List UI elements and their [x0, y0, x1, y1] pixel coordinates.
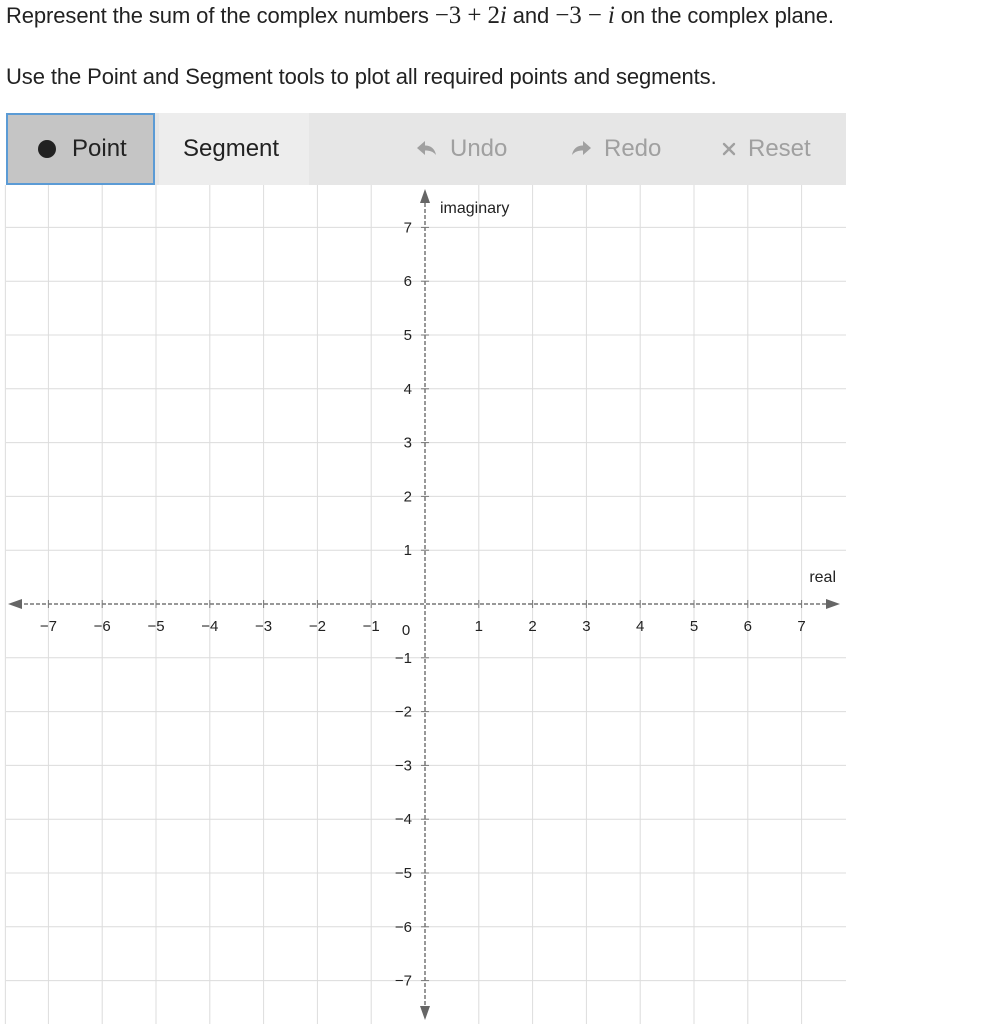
- num1-sign: −: [434, 2, 449, 29]
- x-tick-label: 7: [797, 618, 806, 635]
- x-tick-label: 2: [528, 618, 537, 635]
- y-tick-label: −3: [394, 757, 412, 775]
- redo-button[interactable]: [570, 113, 661, 185]
- x-tick-label: −5: [147, 618, 165, 635]
- y-tick-label: 2: [403, 488, 412, 506]
- complex-plane-svg[interactable]: [0, 185, 860, 1024]
- num2-i: i: [607, 2, 615, 29]
- reset-label: Reset: [748, 135, 811, 162]
- prompt-conj: and: [506, 3, 556, 28]
- redo-label: Redo: [604, 135, 662, 162]
- segment-tool-label: Segment: [183, 135, 280, 162]
- y-tick-label: 6: [403, 273, 412, 291]
- x-tick-label: 4: [636, 618, 645, 635]
- x-tick-label: −3: [255, 618, 273, 635]
- num1-real: 3: [448, 2, 462, 29]
- complex-number-2: [555, 2, 615, 29]
- num1-op: +: [461, 2, 488, 29]
- y-tick-label: −6: [394, 918, 412, 936]
- y-tick-label: −1: [394, 649, 412, 667]
- reset-button[interactable]: [722, 113, 811, 185]
- y-tick-label: 7: [403, 219, 412, 237]
- x-tick-label: −4: [201, 618, 219, 635]
- point-tool-label: Point: [72, 135, 127, 162]
- y-tick-label: 3: [403, 434, 412, 452]
- undo-label: Undo: [450, 135, 508, 162]
- x-tick-label: 1: [474, 618, 483, 635]
- x-tick-label: −6: [93, 618, 111, 635]
- x-tick-label: 5: [689, 618, 699, 635]
- x-tick-label: 6: [743, 618, 752, 635]
- imaginary-axis-label: imaginary: [440, 200, 510, 217]
- prompt-line-2: Use the Point and Segment tools to plot all required points and segments.: [6, 64, 717, 89]
- prompt-line-1: [6, 2, 834, 30]
- real-axis-label: real: [809, 569, 836, 586]
- segment-tool-button[interactable]: [159, 113, 309, 185]
- num1-imag: 2: [487, 2, 500, 29]
- y-tick-label: 1: [403, 542, 412, 560]
- origin-label: 0: [401, 622, 411, 639]
- num1-i: i: [499, 2, 507, 29]
- filled-dot-icon: [38, 140, 56, 158]
- undo-button[interactable]: [416, 113, 507, 185]
- undo-arrow-icon: [416, 136, 438, 162]
- num2-real: 3: [569, 2, 582, 29]
- x-tick-label: −1: [362, 618, 380, 635]
- y-tick-label: −4: [394, 811, 412, 829]
- x-tick-label: −7: [39, 618, 57, 635]
- x-tick-label: −2: [308, 618, 326, 635]
- redo-arrow-icon: [570, 136, 592, 162]
- close-x-icon: [722, 136, 736, 162]
- y-tick-label: −5: [394, 865, 412, 882]
- num2-op: −: [581, 2, 608, 29]
- y-tick-label: −2: [394, 703, 412, 721]
- y-tick-label: 4: [403, 380, 412, 398]
- complex-plane-graph[interactable]: [0, 185, 860, 1024]
- y-tick-label: −7: [394, 972, 412, 990]
- y-tick-label: 5: [403, 327, 412, 344]
- prompt-suffix: on the complex plane.: [614, 3, 834, 28]
- graph-toolbar: [6, 113, 846, 185]
- x-tick-label: 3: [582, 618, 591, 635]
- complex-number-1: [435, 2, 507, 29]
- prompt-prefix: Represent the sum of the complex numbers: [6, 3, 435, 28]
- num2-sign: −: [555, 2, 570, 29]
- point-tool-button[interactable]: [6, 113, 155, 185]
